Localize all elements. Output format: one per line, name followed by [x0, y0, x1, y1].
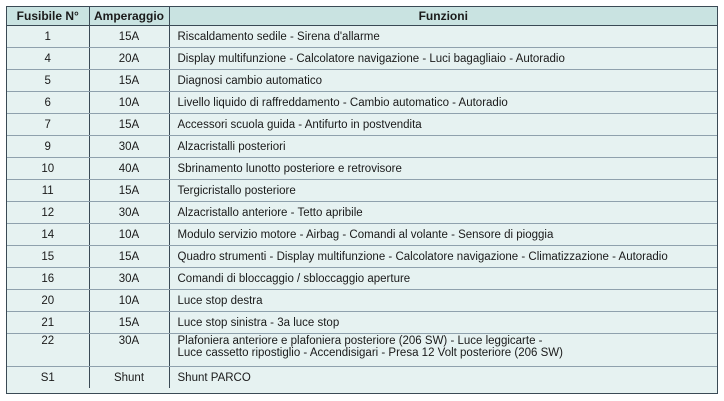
table-row — [7, 268, 717, 290]
amperage-cell: 10A — [89, 290, 169, 312]
table-row — [7, 224, 717, 246]
amperage-cell: 15A — [89, 246, 169, 268]
table-row — [7, 26, 717, 48]
function-cell: Diagnosi cambio automatico — [169, 70, 717, 92]
amperage-cell: 40A — [89, 158, 169, 180]
header-amperage: Amperaggio — [89, 7, 169, 26]
function-cell: Sbrinamento lunotto posteriore e retrovisore — [169, 158, 717, 180]
function-cell: Shunt PARCO — [177, 371, 251, 384]
amperage-cell: 15A — [89, 70, 169, 92]
fuse-number-cell: 12 — [7, 202, 89, 224]
function-cell: Comandi di bloccaggio / sbloccaggio aperture — [169, 268, 717, 290]
fuse-number-cell: 14 — [7, 224, 89, 246]
table-row — [7, 158, 717, 180]
amperage-cell: 15A — [89, 26, 169, 48]
function-cell: Luce stop destra — [169, 290, 717, 312]
amperage-cell: 20A — [89, 48, 169, 70]
table-row — [7, 136, 717, 158]
fuse-number-cell: 1 — [7, 26, 89, 48]
fuse-number-cell: 20 — [7, 290, 89, 312]
amperage-cell: 15A — [89, 114, 169, 136]
function-cell: Accessori scuola guida - Antifurto in postvendita — [169, 114, 717, 136]
amperage-cell: 30A — [89, 202, 169, 224]
fuse-number-cell: 22 — [7, 334, 89, 367]
fuse-number-cell: 5 — [7, 70, 89, 92]
fuse-table — [7, 7, 717, 388]
table-row — [7, 312, 717, 334]
function-cell: Riscaldamento sedile - Sirena d'allarme — [169, 26, 717, 48]
table-row — [7, 92, 717, 114]
header-functions: Funzioni — [169, 7, 717, 26]
function-line-1: Plafoniera anteriore e plafoniera posteriore (206 SW) - Luce leggicarte - — [177, 335, 543, 347]
table-row — [7, 114, 717, 136]
amperage-cell: 10A — [89, 224, 169, 246]
fuse-number-cell: 16 — [7, 268, 89, 290]
fuse-number-cell: S1 — [7, 367, 89, 389]
function-cell: Display multifunzione - Calcolatore navigazione - Luci bagagliaio - Autoradio — [169, 48, 717, 70]
table-row — [7, 290, 717, 312]
function-cell: Luce stop sinistra - 3a luce stop — [169, 312, 717, 334]
amperage-cell: 10A — [89, 92, 169, 114]
function-cell: Modulo servizio motore - Airbag - Comandi al volante - Sensore di pioggia — [169, 224, 717, 246]
function-cell: Livello liquido di raffreddamento - Cambio automatico - Autoradio — [169, 92, 717, 114]
amperage-cell: 15A — [89, 180, 169, 202]
function-cell: Quadro strumenti - Display multifunzione - Calcolatore navigazione - Climatizzazione - Autoradio — [169, 246, 717, 268]
table-header-row — [7, 7, 717, 26]
amperage-cell: 15A — [89, 312, 169, 334]
table-row — [7, 334, 717, 367]
fuse-table-frame — [6, 6, 718, 394]
fuse-number-cell: 7 — [7, 114, 89, 136]
function-line-2: Luce cassetto ripostiglio - Accendisigari - Presa 12 Volt posteriore (206 SW) — [177, 347, 563, 359]
fuse-number-cell: 10 — [7, 158, 89, 180]
function-cell: Tergicristallo posteriore — [169, 180, 717, 202]
fuse-number-cell: 6 — [7, 92, 89, 114]
function-cell: Alzacristallo anteriore - Tetto apribile — [169, 202, 717, 224]
amperage-cell: 30A — [89, 136, 169, 158]
amperage-cell: 30A — [89, 268, 169, 290]
fuse-number-cell: 11 — [7, 180, 89, 202]
fuse-number-cell: 21 — [7, 312, 89, 334]
fuse-number-cell: 15 — [7, 246, 89, 268]
fuse-number-cell: 9 — [7, 136, 89, 158]
table-row — [7, 202, 717, 224]
amperage-cell: 30A — [89, 334, 169, 367]
table-row — [7, 246, 717, 268]
table-row — [7, 180, 717, 202]
fuse-number-cell: 4 — [7, 48, 89, 70]
table-row — [7, 367, 717, 389]
function-cell — [169, 334, 717, 367]
table-row — [7, 70, 717, 92]
table-row — [7, 48, 717, 70]
amperage-cell: Shunt — [89, 367, 169, 389]
header-fuse-number: Fusibile N° — [7, 7, 89, 26]
function-cell: Alzacristalli posteriori — [169, 136, 717, 158]
